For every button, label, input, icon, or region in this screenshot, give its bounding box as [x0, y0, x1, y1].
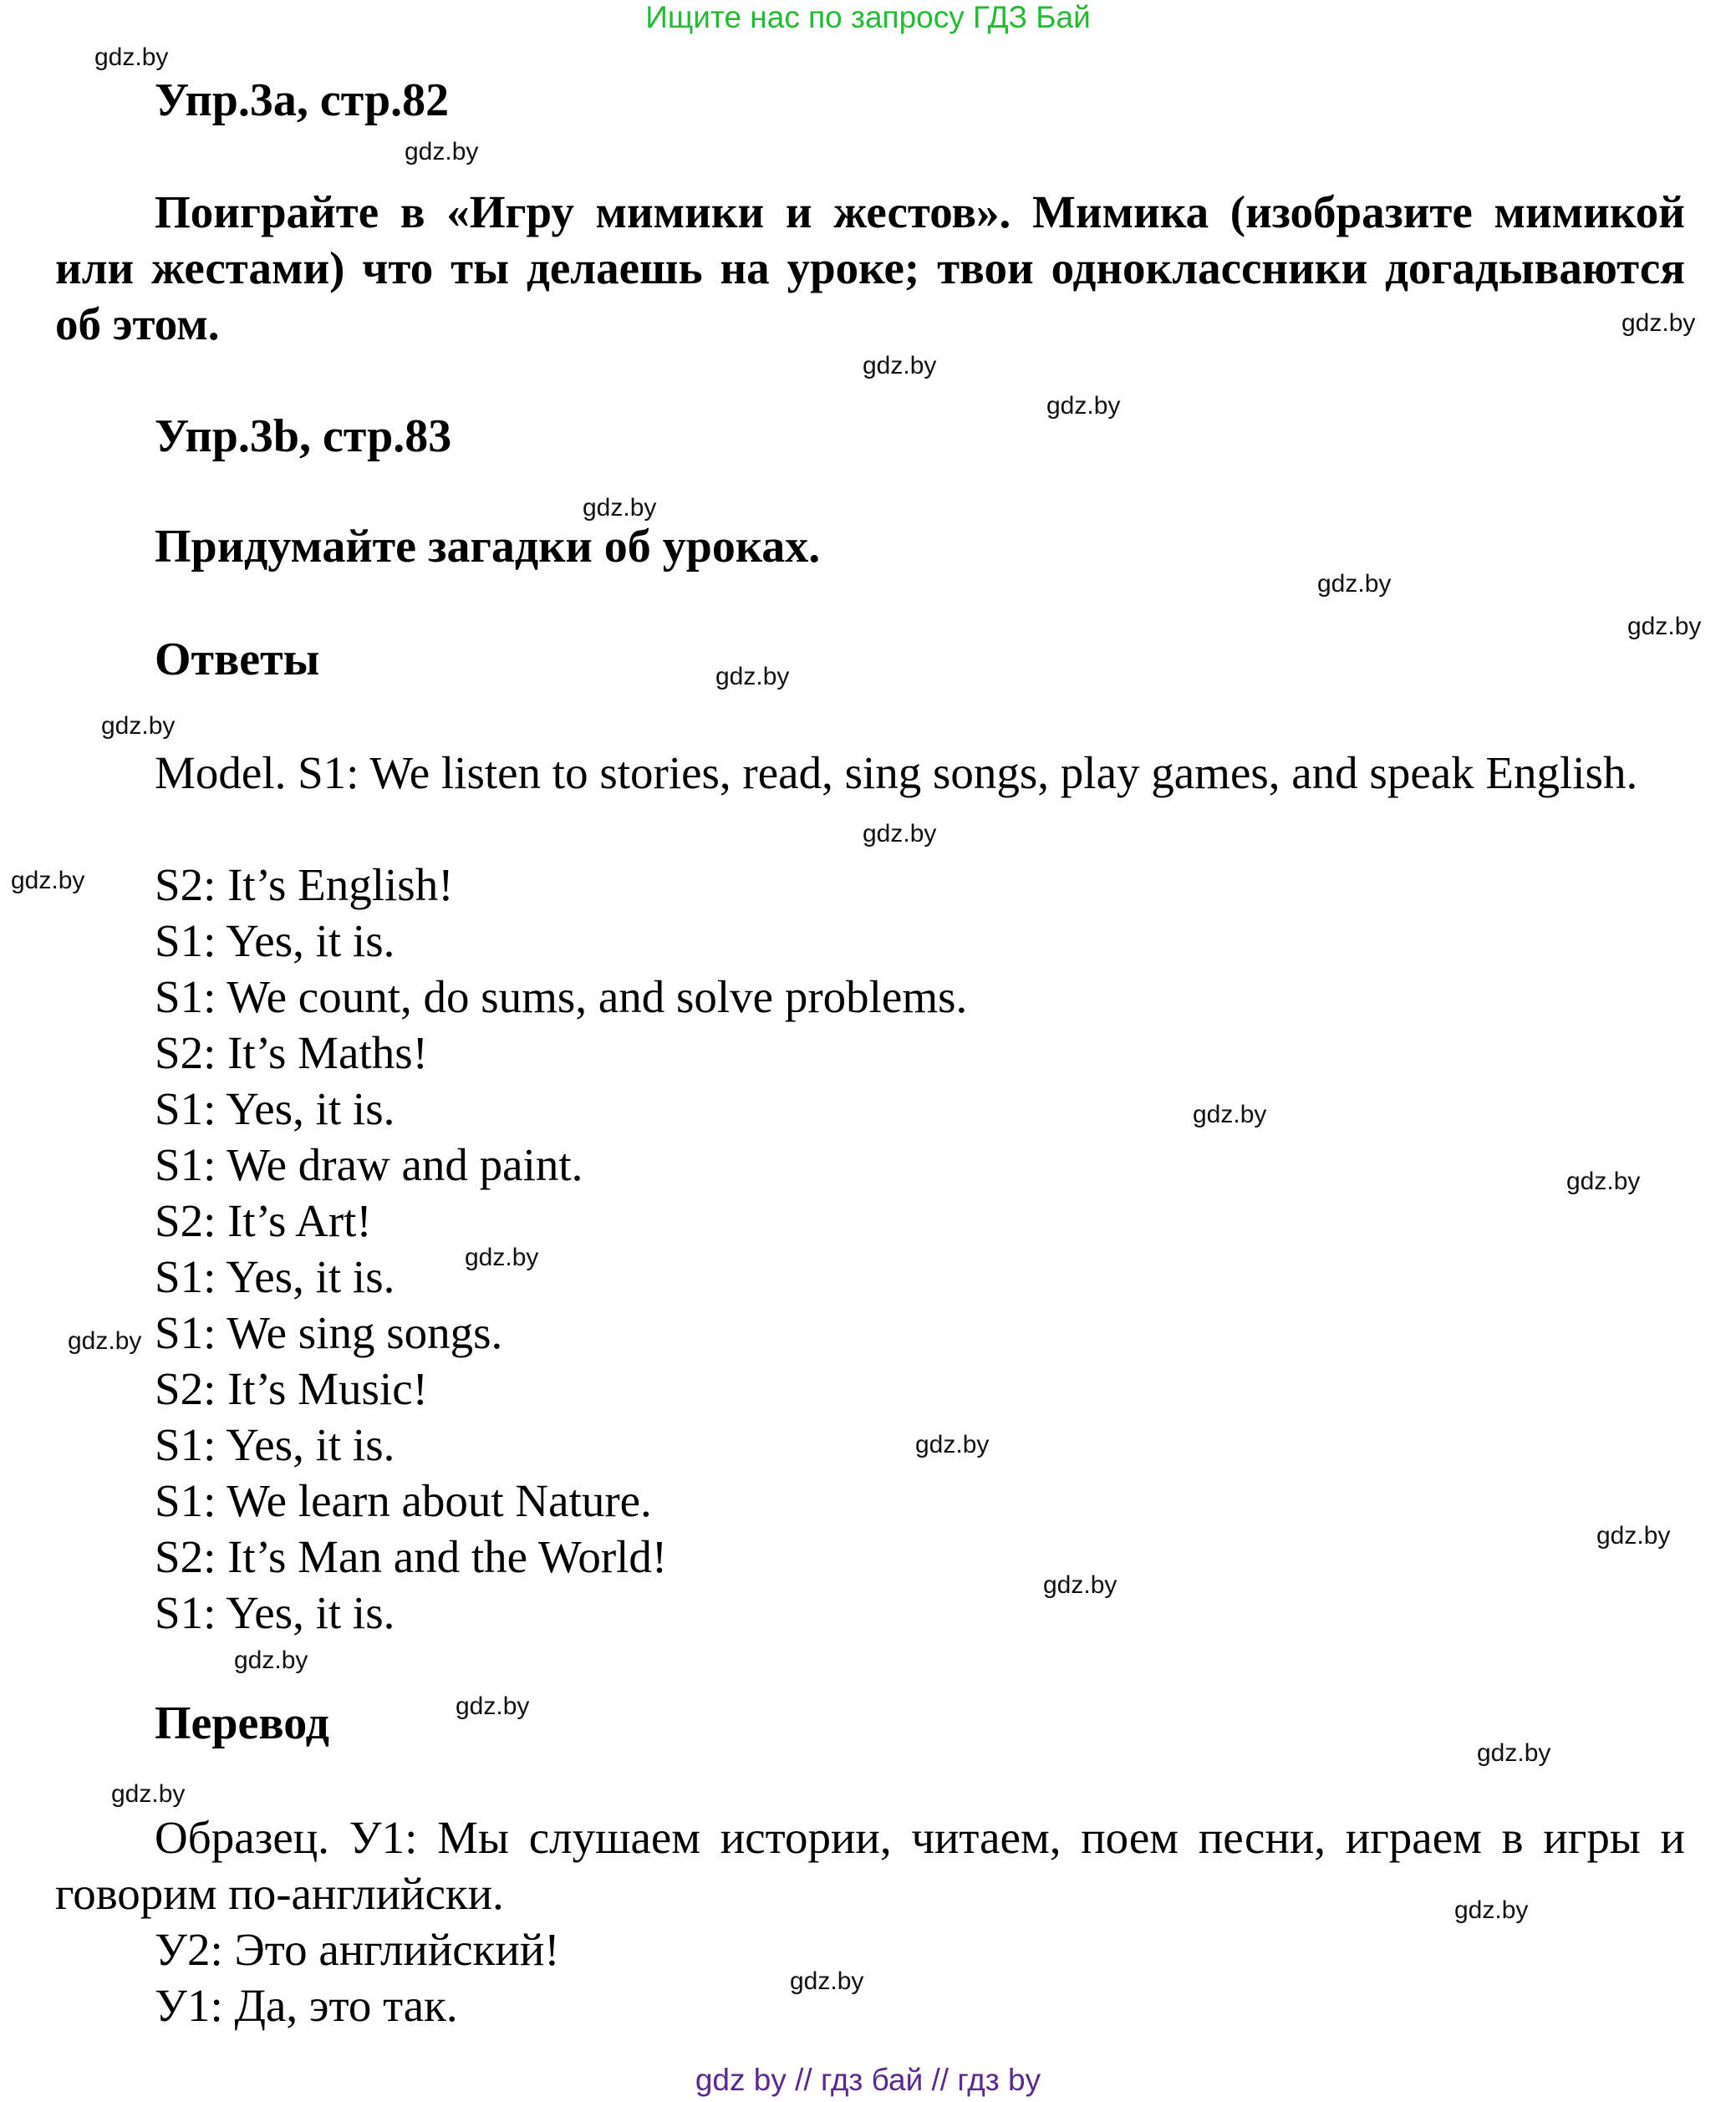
translation-line: У2: Это английский!	[155, 1924, 560, 1975]
answers-heading: Ответы	[155, 634, 320, 685]
watermark: gdz.by	[68, 1327, 142, 1355]
watermark: gdz.by	[790, 1967, 864, 1995]
dialogue-line: S2: It’s Music!	[155, 1363, 428, 1414]
watermark: gdz.by	[1596, 1522, 1671, 1550]
watermark: gdz.by	[1046, 392, 1121, 420]
dialogue-line: S1: Yes, it is.	[155, 1587, 395, 1638]
watermark: gdz.by	[863, 820, 937, 847]
dialogue-line: S2: It’s Art!	[155, 1195, 372, 1246]
exercise-3a-title: Упр.3а, стр.82	[155, 74, 450, 126]
watermark: gdz.by	[405, 138, 479, 165]
watermark: gdz.by	[1454, 1896, 1529, 1924]
watermark: gdz.by	[1627, 613, 1702, 640]
watermark: gdz.by	[465, 1244, 539, 1271]
dialogue-line: S2: It’s Maths!	[155, 1027, 428, 1078]
translation-model: Образец. У1: Мы слушаем истории, читаем, поем песни, играем в игры и говорим по-английски.	[55, 1812, 1685, 1919]
translation-heading: Перевод	[155, 1697, 329, 1749]
dialogue-line: S1: We draw and paint.	[155, 1139, 583, 1190]
dialogue-line: S1: We count, do sums, and solve problems.	[155, 971, 968, 1022]
watermark: gdz.by	[1193, 1101, 1267, 1128]
answer-model: Model. S1: We listen to stories, read, sing songs, play games, and speak English.	[155, 747, 1638, 798]
watermark: gdz.by	[1043, 1571, 1117, 1599]
watermark: gdz.by	[101, 712, 176, 740]
dialogue-line: S1: We sing songs.	[155, 1307, 503, 1358]
dialogue-line: S1: Yes, it is.	[155, 1251, 395, 1302]
watermark: gdz.by	[583, 494, 657, 522]
watermark: gdz.by	[915, 1431, 990, 1458]
dialogue-line: S2: It’s English!	[155, 859, 454, 910]
watermark: gdz.by	[863, 352, 937, 379]
dialogue-line: S1: Yes, it is.	[155, 1083, 395, 1134]
dialogue-line: S1: We learn about Nature.	[155, 1475, 652, 1526]
search-banner: Ищите нас по запросу ГДЗ Бай	[645, 0, 1091, 34]
watermark: gdz.by	[94, 43, 169, 71]
watermark: gdz.by	[1566, 1168, 1641, 1195]
watermark: gdz.by	[715, 663, 790, 690]
dialogue-line: S2: It’s Man and the World!	[155, 1531, 668, 1582]
exercise-3b-title: Упр.3b, стр.83	[155, 410, 452, 462]
watermark: gdz.by	[1477, 1739, 1551, 1767]
footer-links: gdz by // гдз бай // гдз by	[695, 2063, 1041, 2097]
watermark: gdz.by	[234, 1646, 308, 1674]
dialogue-line: S1: Yes, it is.	[155, 915, 395, 966]
exercise-3b-task: Придумайте загадки об уроках.	[155, 521, 821, 573]
watermark: gdz.by	[456, 1692, 530, 1720]
exercise-3a-task: Поиграйте в «Игру мимики и жестов». Мимика (изобразите мимикой или жестами) что ты делаешь на уроке; твои одноклассники догадываются об этом.	[55, 186, 1685, 349]
dialogue-line: S1: Yes, it is.	[155, 1419, 395, 1470]
watermark: gdz.by	[11, 867, 85, 894]
watermark: gdz.by	[1621, 309, 1696, 337]
translation-line: У1: Да, это так.	[155, 1980, 458, 2031]
watermark: gdz.by	[1317, 570, 1392, 598]
watermark: gdz.by	[111, 1780, 186, 1808]
